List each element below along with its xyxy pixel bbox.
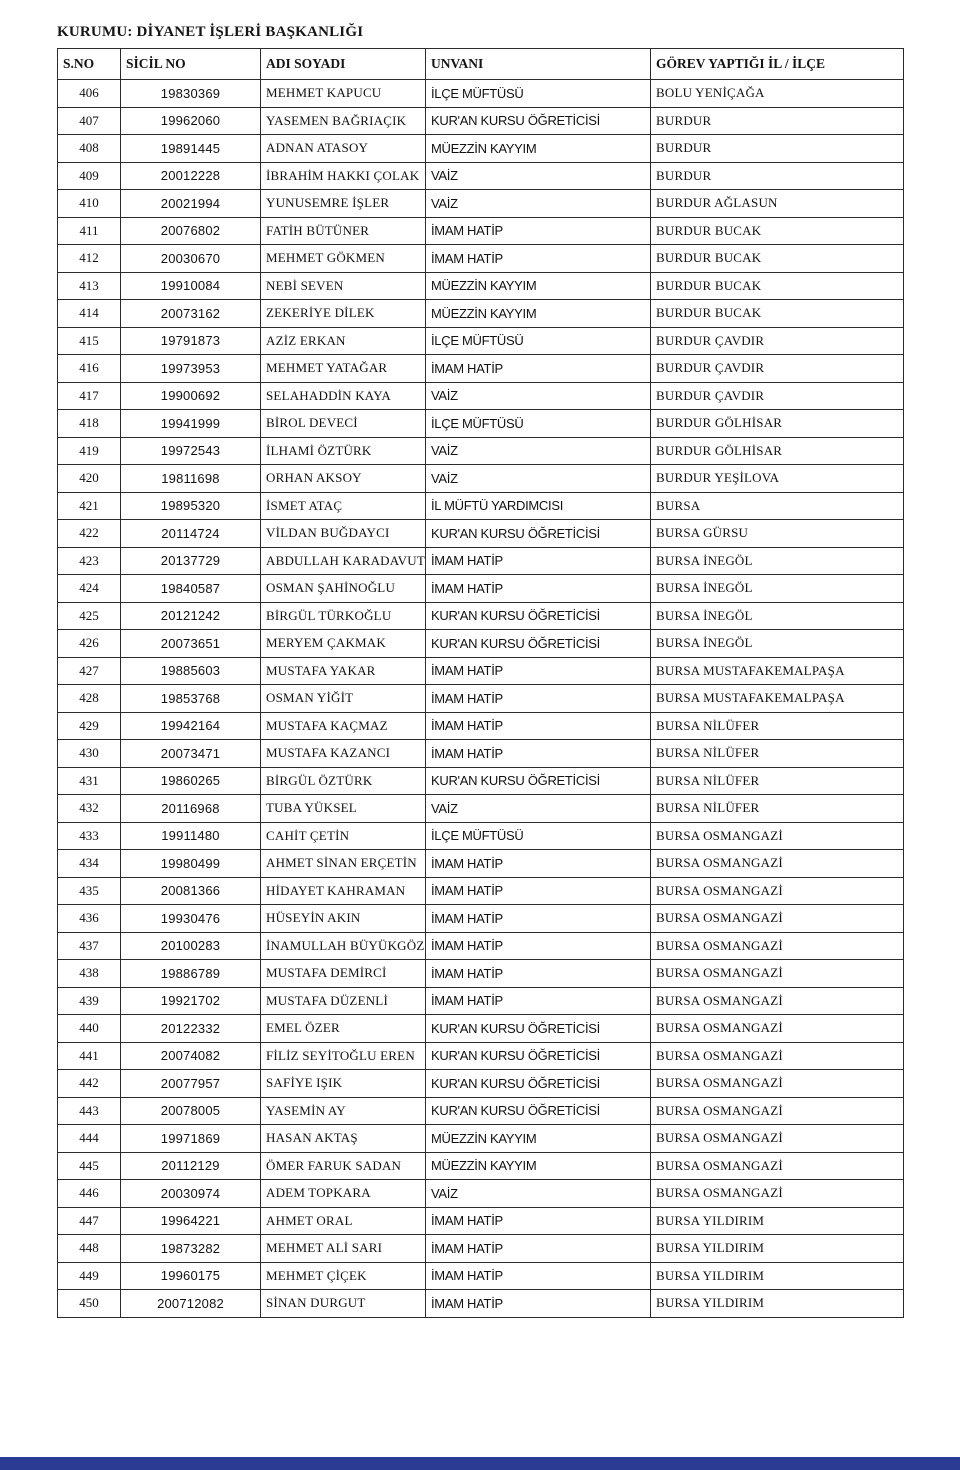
cell-unvani: VAİZ (426, 795, 651, 823)
table-row (58, 932, 904, 960)
cell-adi-soyadi: BİRGÜL TÜRKOĞLU (261, 602, 426, 630)
cell-adi-soyadi: MEHMET YATAĞAR (261, 355, 426, 383)
cell-sicil-no: 20030670 (121, 245, 261, 273)
table-row (58, 795, 904, 823)
table-row (58, 1015, 904, 1043)
cell-gorev-il-ilce: BURDUR (651, 135, 904, 163)
cell-sno: 416 (58, 355, 121, 383)
cell-adi-soyadi: ADNAN ATASOY (261, 135, 426, 163)
cell-unvani: İMAM HATİP (426, 1235, 651, 1263)
cell-adi-soyadi: HİDAYET KAHRAMAN (261, 877, 426, 905)
cell-sno: 429 (58, 712, 121, 740)
cell-sno: 433 (58, 822, 121, 850)
cell-sicil-no: 200712082 (121, 1290, 261, 1318)
table-row (58, 822, 904, 850)
cell-gorev-il-ilce: BURDUR AĞLASUN (651, 190, 904, 218)
cell-sicil-no: 20081366 (121, 877, 261, 905)
cell-gorev-il-ilce: BURDUR BUCAK (651, 217, 904, 245)
cell-gorev-il-ilce: BURDUR ÇAVDIR (651, 327, 904, 355)
table-row (58, 107, 904, 135)
cell-unvani: İLÇE MÜFTÜSÜ (426, 327, 651, 355)
table-row (58, 327, 904, 355)
cell-sno: 406 (58, 80, 121, 108)
cell-adi-soyadi: ORHAN AKSOY (261, 465, 426, 493)
cell-sno: 409 (58, 162, 121, 190)
cell-sicil-no: 20100283 (121, 932, 261, 960)
table-row (58, 492, 904, 520)
cell-sicil-no: 19942164 (121, 712, 261, 740)
table-row (58, 1097, 904, 1125)
cell-gorev-il-ilce: BURSA OSMANGAZİ (651, 822, 904, 850)
table-row (58, 80, 904, 108)
cell-gorev-il-ilce: BURSA OSMANGAZİ (651, 850, 904, 878)
cell-unvani: İLÇE MÜFTÜSÜ (426, 80, 651, 108)
cell-sicil-no: 19860265 (121, 767, 261, 795)
cell-adi-soyadi: MUSTAFA KAÇMAZ (261, 712, 426, 740)
cell-sno: 414 (58, 300, 121, 328)
cell-sno: 420 (58, 465, 121, 493)
cell-adi-soyadi: CAHİT ÇETİN (261, 822, 426, 850)
cell-sicil-no: 20012228 (121, 162, 261, 190)
cell-unvani: İMAM HATİP (426, 547, 651, 575)
table-row (58, 712, 904, 740)
table-row (58, 135, 904, 163)
cell-gorev-il-ilce: BURSA NİLÜFER (651, 767, 904, 795)
cell-sicil-no: 20073162 (121, 300, 261, 328)
table-row (58, 740, 904, 768)
cell-adi-soyadi: İSMET ATAÇ (261, 492, 426, 520)
cell-sicil-no: 20074082 (121, 1042, 261, 1070)
cell-unvani: İMAM HATİP (426, 657, 651, 685)
cell-unvani: İMAM HATİP (426, 905, 651, 933)
cell-sicil-no: 20122332 (121, 1015, 261, 1043)
cell-sno: 440 (58, 1015, 121, 1043)
cell-adi-soyadi: MEHMET KAPUCU (261, 80, 426, 108)
cell-gorev-il-ilce: BURSA OSMANGAZİ (651, 1152, 904, 1180)
table-row (58, 575, 904, 603)
cell-adi-soyadi: MUSTAFA DEMİRCİ (261, 960, 426, 988)
cell-sicil-no: 19960175 (121, 1262, 261, 1290)
cell-sno: 408 (58, 135, 121, 163)
cell-adi-soyadi: MUSTAFA KAZANCI (261, 740, 426, 768)
cell-sicil-no: 20077957 (121, 1070, 261, 1098)
cell-adi-soyadi: ÖMER FARUK SADAN (261, 1152, 426, 1180)
cell-sicil-no: 20021994 (121, 190, 261, 218)
table-row (58, 1070, 904, 1098)
cell-unvani: İMAM HATİP (426, 355, 651, 383)
cell-sicil-no: 20137729 (121, 547, 261, 575)
cell-sno: 417 (58, 382, 121, 410)
cell-sicil-no: 19941999 (121, 410, 261, 438)
cell-gorev-il-ilce: BURSA YILDIRIM (651, 1262, 904, 1290)
column-header-adi-soyadi: ADI SOYADI (261, 49, 426, 80)
cell-gorev-il-ilce: BURSA OSMANGAZİ (651, 1015, 904, 1043)
cell-gorev-il-ilce: BURDUR BUCAK (651, 300, 904, 328)
cell-adi-soyadi: FATİH BÜTÜNER (261, 217, 426, 245)
cell-gorev-il-ilce: BURSA (651, 492, 904, 520)
cell-adi-soyadi: MEHMET GÖKMEN (261, 245, 426, 273)
cell-sicil-no: 20116968 (121, 795, 261, 823)
table-row (58, 657, 904, 685)
cell-unvani: KUR'AN KURSU ÖĞRETİCİSİ (426, 1015, 651, 1043)
cell-gorev-il-ilce: BURSA YILDIRIM (651, 1235, 904, 1263)
cell-sicil-no: 20114724 (121, 520, 261, 548)
cell-gorev-il-ilce: BURSA OSMANGAZİ (651, 1180, 904, 1208)
cell-sno: 413 (58, 272, 121, 300)
cell-adi-soyadi: İLHAMİ ÖZTÜRK (261, 437, 426, 465)
cell-adi-soyadi: ZEKERİYE DİLEK (261, 300, 426, 328)
cell-gorev-il-ilce: BURDUR (651, 107, 904, 135)
cell-gorev-il-ilce: BURSA OSMANGAZİ (651, 932, 904, 960)
cell-gorev-il-ilce: BURSA GÜRSU (651, 520, 904, 548)
cell-gorev-il-ilce: BURSA MUSTAFAKEMALPAŞA (651, 657, 904, 685)
cell-sno: 432 (58, 795, 121, 823)
cell-gorev-il-ilce: BURSA NİLÜFER (651, 712, 904, 740)
cell-sicil-no: 19873282 (121, 1235, 261, 1263)
cell-sicil-no: 19886789 (121, 960, 261, 988)
cell-sno: 444 (58, 1125, 121, 1153)
cell-sicil-no: 20078005 (121, 1097, 261, 1125)
cell-gorev-il-ilce: BURDUR GÖLHİSAR (651, 437, 904, 465)
cell-adi-soyadi: MERYEM ÇAKMAK (261, 630, 426, 658)
cell-adi-soyadi: HASAN AKTAŞ (261, 1125, 426, 1153)
cell-unvani: MÜEZZİN KAYYIM (426, 1152, 651, 1180)
cell-sno: 441 (58, 1042, 121, 1070)
cell-sno: 423 (58, 547, 121, 575)
cell-sno: 411 (58, 217, 121, 245)
cell-unvani: KUR'AN KURSU ÖĞRETİCİSİ (426, 1097, 651, 1125)
cell-sicil-no: 19930476 (121, 905, 261, 933)
cell-adi-soyadi: ADEM TOPKARA (261, 1180, 426, 1208)
cell-unvani: İMAM HATİP (426, 932, 651, 960)
cell-adi-soyadi: YASEMEN BAĞRIAÇIK (261, 107, 426, 135)
cell-sicil-no: 19973953 (121, 355, 261, 383)
cell-sno: 430 (58, 740, 121, 768)
cell-sno: 442 (58, 1070, 121, 1098)
cell-unvani: KUR'AN KURSU ÖĞRETİCİSİ (426, 1042, 651, 1070)
cell-sno: 434 (58, 850, 121, 878)
cell-gorev-il-ilce: BURSA OSMANGAZİ (651, 1070, 904, 1098)
table-row (58, 355, 904, 383)
cell-adi-soyadi: NEBİ SEVEN (261, 272, 426, 300)
cell-unvani: İMAM HATİP (426, 877, 651, 905)
cell-adi-soyadi: MEHMET ÇİÇEK (261, 1262, 426, 1290)
cell-adi-soyadi: VİLDAN BUĞDAYCI (261, 520, 426, 548)
table-row (58, 465, 904, 493)
cell-gorev-il-ilce: BURDUR (651, 162, 904, 190)
table-row (58, 300, 904, 328)
cell-sno: 435 (58, 877, 121, 905)
table-row (58, 190, 904, 218)
cell-unvani: İMAM HATİP (426, 1262, 651, 1290)
institution-title: KURUMU: DİYANET İŞLERİ BAŞKANLIĞI (57, 24, 364, 40)
cell-gorev-il-ilce: BURSA OSMANGAZİ (651, 877, 904, 905)
cell-sicil-no: 20112129 (121, 1152, 261, 1180)
cell-adi-soyadi: İNAMULLAH BÜYÜKGÖZ (261, 932, 426, 960)
cell-adi-soyadi: ABDULLAH KARADAVUT (261, 547, 426, 575)
cell-gorev-il-ilce: BURSA OSMANGAZİ (651, 1097, 904, 1125)
cell-sno: 426 (58, 630, 121, 658)
cell-sno: 410 (58, 190, 121, 218)
cell-sicil-no: 19853768 (121, 685, 261, 713)
cell-sno: 443 (58, 1097, 121, 1125)
cell-unvani: KUR'AN KURSU ÖĞRETİCİSİ (426, 602, 651, 630)
cell-unvani: KUR'AN KURSU ÖĞRETİCİSİ (426, 107, 651, 135)
cell-gorev-il-ilce: BURSA YILDIRIM (651, 1290, 904, 1318)
bottom-blue-bar (0, 1457, 960, 1470)
cell-sicil-no: 19911480 (121, 822, 261, 850)
cell-sno: 424 (58, 575, 121, 603)
table-row (58, 877, 904, 905)
cell-gorev-il-ilce: BOLU YENİÇAĞA (651, 80, 904, 108)
cell-sicil-no: 19971869 (121, 1125, 261, 1153)
cell-gorev-il-ilce: BURDUR YEŞİLOVA (651, 465, 904, 493)
table-row (58, 382, 904, 410)
cell-gorev-il-ilce: BURSA İNEGÖL (651, 630, 904, 658)
cell-sno: 422 (58, 520, 121, 548)
cell-sicil-no: 19910084 (121, 272, 261, 300)
cell-gorev-il-ilce: BURSA İNEGÖL (651, 602, 904, 630)
cell-unvani: VAİZ (426, 437, 651, 465)
cell-unvani: İMAM HATİP (426, 685, 651, 713)
cell-sno: 439 (58, 987, 121, 1015)
cell-gorev-il-ilce: BURSA NİLÜFER (651, 740, 904, 768)
cell-sno: 425 (58, 602, 121, 630)
table-row (58, 960, 904, 988)
cell-gorev-il-ilce: BURDUR ÇAVDIR (651, 355, 904, 383)
cell-adi-soyadi: HÜSEYİN AKIN (261, 905, 426, 933)
table-row (58, 850, 904, 878)
cell-adi-soyadi: TUBA YÜKSEL (261, 795, 426, 823)
column-header-gorev-il-ilce: GÖREV YAPTIĞI İL / İLÇE (651, 49, 904, 80)
cell-adi-soyadi: SELAHADDİN KAYA (261, 382, 426, 410)
cell-gorev-il-ilce: BURSA İNEGÖL (651, 575, 904, 603)
table-row (58, 437, 904, 465)
cell-sno: 421 (58, 492, 121, 520)
cell-sicil-no: 19962060 (121, 107, 261, 135)
cell-sicil-no: 19840587 (121, 575, 261, 603)
table-row (58, 685, 904, 713)
cell-unvani: VAİZ (426, 190, 651, 218)
cell-sno: 450 (58, 1290, 121, 1318)
cell-unvani: MÜEZZİN KAYYIM (426, 135, 651, 163)
table-row (58, 630, 904, 658)
table-row (58, 1042, 904, 1070)
cell-sno: 428 (58, 685, 121, 713)
cell-adi-soyadi: OSMAN ŞAHİNOĞLU (261, 575, 426, 603)
column-header-sicil-no: SİCİL NO (121, 49, 261, 80)
table-row (58, 987, 904, 1015)
table-row (58, 1262, 904, 1290)
cell-gorev-il-ilce: BURDUR ÇAVDIR (651, 382, 904, 410)
cell-sno: 447 (58, 1207, 121, 1235)
cell-unvani: İL MÜFTÜ YARDIMCISI (426, 492, 651, 520)
cell-sno: 445 (58, 1152, 121, 1180)
cell-gorev-il-ilce: BURSA OSMANGAZİ (651, 960, 904, 988)
cell-unvani: MÜEZZİN KAYYIM (426, 1125, 651, 1153)
cell-unvani: KUR'AN KURSU ÖĞRETİCİSİ (426, 767, 651, 795)
cell-unvani: MÜEZZİN KAYYIM (426, 300, 651, 328)
cell-sicil-no: 19811698 (121, 465, 261, 493)
cell-unvani: VAİZ (426, 162, 651, 190)
cell-unvani: İLÇE MÜFTÜSÜ (426, 822, 651, 850)
cell-sicil-no: 19964221 (121, 1207, 261, 1235)
table-row (58, 767, 904, 795)
cell-sno: 436 (58, 905, 121, 933)
cell-sno: 419 (58, 437, 121, 465)
cell-sno: 449 (58, 1262, 121, 1290)
cell-adi-soyadi: SAFİYE IŞIK (261, 1070, 426, 1098)
cell-sno: 446 (58, 1180, 121, 1208)
cell-sicil-no: 20073651 (121, 630, 261, 658)
cell-gorev-il-ilce: BURSA MUSTAFAKEMALPAŞA (651, 685, 904, 713)
table-row (58, 547, 904, 575)
cell-sicil-no: 19980499 (121, 850, 261, 878)
cell-sno: 427 (58, 657, 121, 685)
table-row (58, 217, 904, 245)
column-header-sno: S.NO (58, 49, 121, 80)
cell-adi-soyadi: YASEMİN AY (261, 1097, 426, 1125)
cell-sno: 418 (58, 410, 121, 438)
table-row (58, 272, 904, 300)
cell-unvani: İMAM HATİP (426, 245, 651, 273)
cell-sno: 437 (58, 932, 121, 960)
cell-adi-soyadi: BİROL DEVECİ (261, 410, 426, 438)
cell-adi-soyadi: MEHMET ALİ SARI (261, 1235, 426, 1263)
cell-sno: 448 (58, 1235, 121, 1263)
cell-unvani: İMAM HATİP (426, 1290, 651, 1318)
cell-sno: 438 (58, 960, 121, 988)
cell-adi-soyadi: OSMAN YİĞİT (261, 685, 426, 713)
cell-gorev-il-ilce: BURDUR BUCAK (651, 272, 904, 300)
cell-unvani: İMAM HATİP (426, 960, 651, 988)
cell-adi-soyadi: SİNAN DURGUT (261, 1290, 426, 1318)
cell-sicil-no: 20030974 (121, 1180, 261, 1208)
cell-sicil-no: 20076802 (121, 217, 261, 245)
table-row (58, 245, 904, 273)
cell-gorev-il-ilce: BURSA OSMANGAZİ (651, 905, 904, 933)
cell-unvani: VAİZ (426, 382, 651, 410)
table-row (58, 1152, 904, 1180)
cell-sicil-no: 19900692 (121, 382, 261, 410)
table-row (58, 1290, 904, 1318)
cell-unvani: İLÇE MÜFTÜSÜ (426, 410, 651, 438)
cell-unvani: İMAM HATİP (426, 850, 651, 878)
cell-unvani: İMAM HATİP (426, 740, 651, 768)
column-header-unvani: UNVANI (426, 49, 651, 80)
cell-adi-soyadi: İBRAHİM HAKKI ÇOLAK (261, 162, 426, 190)
cell-gorev-il-ilce: BURDUR BUCAK (651, 245, 904, 273)
cell-unvani: KUR'AN KURSU ÖĞRETİCİSİ (426, 1070, 651, 1098)
cell-gorev-il-ilce: BURSA OSMANGAZİ (651, 1125, 904, 1153)
cell-sno: 415 (58, 327, 121, 355)
cell-adi-soyadi: MUSTAFA DÜZENLİ (261, 987, 426, 1015)
cell-adi-soyadi: MUSTAFA YAKAR (261, 657, 426, 685)
cell-adi-soyadi: AHMET ORAL (261, 1207, 426, 1235)
cell-sno: 412 (58, 245, 121, 273)
table-row (58, 905, 904, 933)
cell-gorev-il-ilce: BURSA İNEGÖL (651, 547, 904, 575)
table-row (58, 1125, 904, 1153)
cell-sicil-no: 20121242 (121, 602, 261, 630)
cell-unvani: KUR'AN KURSU ÖĞRETİCİSİ (426, 520, 651, 548)
cell-unvani: VAİZ (426, 465, 651, 493)
cell-unvani: İMAM HATİP (426, 987, 651, 1015)
cell-gorev-il-ilce: BURSA OSMANGAZİ (651, 1042, 904, 1070)
table-row (58, 1207, 904, 1235)
cell-sicil-no: 19791873 (121, 327, 261, 355)
cell-gorev-il-ilce: BURSA YILDIRIM (651, 1207, 904, 1235)
cell-sno: 407 (58, 107, 121, 135)
cell-sicil-no: 19891445 (121, 135, 261, 163)
cell-unvani: VAİZ (426, 1180, 651, 1208)
table-row (58, 1180, 904, 1208)
cell-unvani: İMAM HATİP (426, 217, 651, 245)
personnel-table (57, 48, 904, 1318)
cell-sicil-no: 19885603 (121, 657, 261, 685)
cell-gorev-il-ilce: BURSA OSMANGAZİ (651, 987, 904, 1015)
cell-unvani: MÜEZZİN KAYYIM (426, 272, 651, 300)
cell-sicil-no: 19921702 (121, 987, 261, 1015)
cell-unvani: KUR'AN KURSU ÖĞRETİCİSİ (426, 630, 651, 658)
cell-unvani: İMAM HATİP (426, 575, 651, 603)
cell-sicil-no: 20073471 (121, 740, 261, 768)
cell-adi-soyadi: BİRGÜL ÖZTÜRK (261, 767, 426, 795)
table-header-row (58, 49, 904, 80)
table-row (58, 520, 904, 548)
cell-adi-soyadi: AZİZ ERKAN (261, 327, 426, 355)
table-row (58, 162, 904, 190)
cell-unvani: İMAM HATİP (426, 1207, 651, 1235)
table-row (58, 410, 904, 438)
cell-sno: 431 (58, 767, 121, 795)
table-row (58, 1235, 904, 1263)
cell-unvani: İMAM HATİP (426, 712, 651, 740)
cell-gorev-il-ilce: BURDUR GÖLHİSAR (651, 410, 904, 438)
cell-adi-soyadi: EMEL ÖZER (261, 1015, 426, 1043)
cell-sicil-no: 19972543 (121, 437, 261, 465)
cell-sicil-no: 19895320 (121, 492, 261, 520)
cell-sicil-no: 19830369 (121, 80, 261, 108)
table-row (58, 602, 904, 630)
cell-gorev-il-ilce: BURSA NİLÜFER (651, 795, 904, 823)
cell-adi-soyadi: AHMET SİNAN ERÇETİN (261, 850, 426, 878)
cell-adi-soyadi: YUNUSEMRE İŞLER (261, 190, 426, 218)
cell-adi-soyadi: FİLİZ SEYİTOĞLU EREN (261, 1042, 426, 1070)
